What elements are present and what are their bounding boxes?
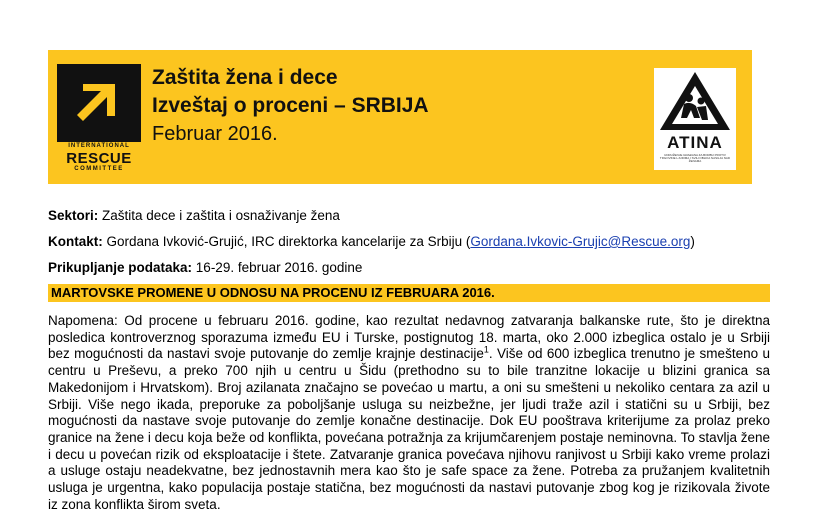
sectors-line bbox=[48, 208, 770, 223]
atina-logo-text: ATINA bbox=[667, 133, 723, 152]
title-line-1: Zaštita žena i dece bbox=[152, 66, 338, 89]
paragraph-text-2: . Više od 600 izbeglica trenutno je smešteno u centru u Preševu, a preko 700 njih u centru u Šidu (prethodno su to bile tranzitne lokacije u blizini granica sa Makedonijom i Hrvatskom). Broj azilanata značajno se povećao u martu, a oni su smešteni u nekoliko centara za azil u Srbiji. Više nego ikada, preporuke za poboljšanje usluga su neizbežne, jer ljudi traže azil i statični su u Srbiji, bez mogućnosti da nastave svoje putovanje do zemlje konačne destinacije. Dok EU pooštrava kriterijume za prolaz preko granice na žene i decu koja beže od konflikta, povećana potražnja za krijumčarenjem postaje neminovna. To stavlja žene i decu u povećan rizik od eksploatacije i štete. Zatvaranje granica povećava njihovu ranjivost u Srbiji kako vreme prolazi a usluge ostaju neadekvatne, bez jednostavnih mera kao što je safe space za žene. Potreba za pružanjem kvalitetnih usluga je urgentna, kako populacija postaje statična, bez mogućnosti da nastavi putovanje zbog kog je rizikovala živote iz zona konflikta širom sveta. bbox=[48, 346, 770, 512]
irc-arrow-icon bbox=[57, 64, 141, 142]
contact-value-end: ) bbox=[690, 234, 695, 249]
report-title bbox=[152, 64, 429, 148]
sectors-label: Sektori: bbox=[48, 208, 99, 223]
title-line-2: Izveštaj o proceni – SRBIJA bbox=[152, 94, 429, 117]
irc-logo bbox=[57, 64, 141, 174]
contact-line bbox=[48, 234, 770, 249]
sectors-value: Zaštita dece i zaštita i osnaživanje žena bbox=[98, 208, 340, 223]
contact-value: Gordana Ivković-Grujić, IRC direktorka kancelarije za Srbiju ( bbox=[102, 234, 471, 249]
data-collection-line bbox=[48, 260, 770, 275]
atina-logo bbox=[654, 68, 736, 170]
data-collection-label: Prikupljanje podataka: bbox=[48, 260, 193, 275]
paragraph-text-1: Napomena: Od procene u februaru 2016. godine, kao rezultat nedavnog zatvaranja balkanske rute, što je direktna posledica kontroverznog sporazuma između EU i Turske, postignutog 18. marta, oko 2.000 izbeglica ostalo je u Srbiji bez mogućnosti da nastavi svoje putovanje do zemlje krajnje destinacije bbox=[48, 313, 770, 362]
data-collection-value: 16-29. februar 2016. godine bbox=[192, 260, 363, 275]
atina-logo-subtext: UDRUŽENJE GRAĐANA ZA BORBU PROTIV TRGOVINE LJUDIMA I SVIH OBLIKA NASILJA NAD ŽENAMA bbox=[659, 153, 731, 164]
section-paragraph bbox=[48, 313, 770, 513]
atina-triangle-icon bbox=[654, 68, 736, 134]
contact-email-link[interactable]: Gordana.Ivkovic-Grujic@Rescue.org bbox=[470, 234, 691, 249]
irc-logo-text-committee: COMMITTEE bbox=[74, 166, 124, 172]
header-banner bbox=[48, 50, 752, 184]
report-date: Februar 2016. bbox=[152, 123, 278, 145]
irc-logo-text-international: INTERNATIONAL bbox=[68, 143, 130, 149]
section-heading: MARTOVSKE PROMENE U ODNOSU NA PROCENU IZ FEBRUARA 2016. bbox=[48, 284, 770, 302]
irc-logo-text-rescue: RESCUE bbox=[66, 150, 132, 167]
contact-label: Kontakt: bbox=[48, 234, 103, 249]
footnote-reference[interactable]: 1 bbox=[483, 344, 489, 355]
